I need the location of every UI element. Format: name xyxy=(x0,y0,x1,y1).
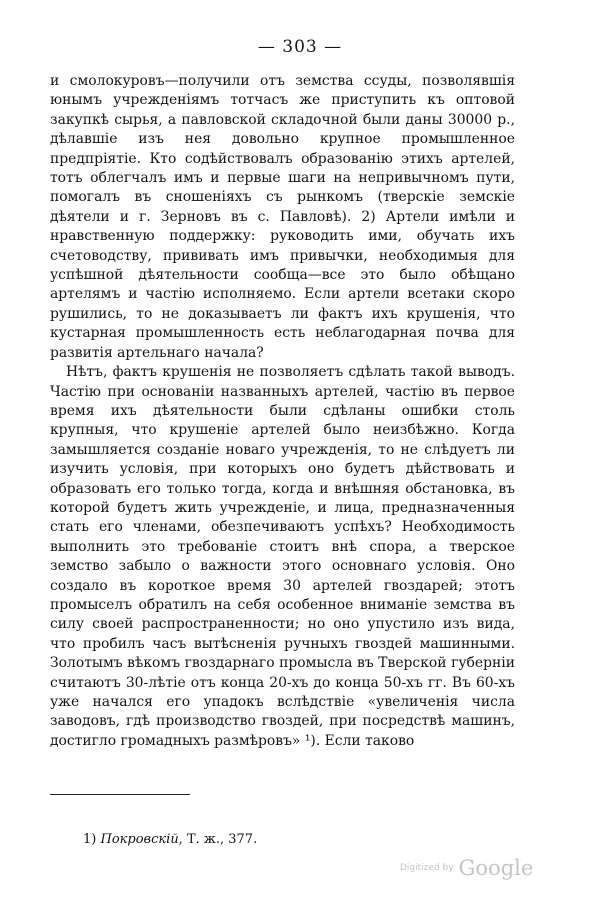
footnote-marker: 1) xyxy=(83,832,97,847)
digitization-watermark xyxy=(400,856,533,880)
paragraph-2: Нѣтъ, фактъ крушенія не позволяетъ сдѣлать такой выводъ. Частію при основаніи названныхъ артелей, частію въ первое время ихъ дѣятельности были сдѣланы ошибки столь крупныя, что крушеніе артелей было неизбѣжно. Когда замышляется созданіе новаго учрежденія, то не слѣдуетъ ли изучить условія, при которыхъ оно будетъ дѣйствовать и образовать его только тогда, когда и внѣшняя обстановка, въ которой будетъ жить учрежденіе, и лица, предназначенныя стать его членами, обезпечиваютъ успѣхъ? Необходимость выполнить это требованіе стоитъ внѣ спора, а тверское земство забыло о важности этого основнаго условія. Оно создало въ короткое время 30 артелей гвоздарей; этотъ промыселъ обратилъ на себя особенное вниманіе земства въ силу своей распространенности; но оно упустило изъ вида, что пробилъ часъ вытѣсненія ручныхъ гвоздей машинными. Золотымъ вѣкомъ гвоздарнаго промысла въ Тверской губерніи считаютъ 30-лѣтіе отъ конца 20-хъ до конца 50-хъ гг. Въ 60-хъ уже начался его упадокъ вслѣдствіе «увеличенія числа заводовъ, гдѣ производство гвоздей, при посредствѣ машинъ, достигло громадныхъ размѣровъ» ¹). Если таково xyxy=(50,364,515,749)
footnote-reference: , Т. ж., 377. xyxy=(178,832,258,847)
body-text xyxy=(50,72,515,751)
google-logo: Google xyxy=(458,856,534,880)
watermark-caption: Digitized by xyxy=(400,863,454,873)
footnote xyxy=(83,832,257,847)
footnote-divider xyxy=(50,794,190,795)
paragraph-1: и смолокуровъ—получили отъ земства ссуды, позволявшія юнымъ учрежденіямъ тотчасъ же приступить къ оптовой закупкѣ сырья, а павловской складочной были даны 30000 р., дѣлавшіе изъ нея довольно крупное промышленное предпріятіе. Кто содѣйствовалъ образованію этихъ артелей, тотъ облегчалъ имъ и первые шаги на непривычномъ пути, помогалъ въ сношеніяхъ съ рынкомъ (тверскіе земскіе дѣятели и г. Зерновъ въ с. Павловѣ). 2) Артели имѣли и нравственную поддержку: руководить ими, обучать ихъ счетоводству, прививать имъ привычки, необходимыя для успѣшной дѣятельности сообща—все это было обѣщано артелямъ и частію исполняемо. Если артели всетаки скоро рушились, то не доказываетъ ли фактъ ихъ крушенія, что кустарная промышленность есть неблагодарная почва для развитія артельнаго начала? xyxy=(50,73,515,361)
page-number: — 303 — xyxy=(257,37,343,57)
footnote-author: Покровскій xyxy=(100,832,179,847)
